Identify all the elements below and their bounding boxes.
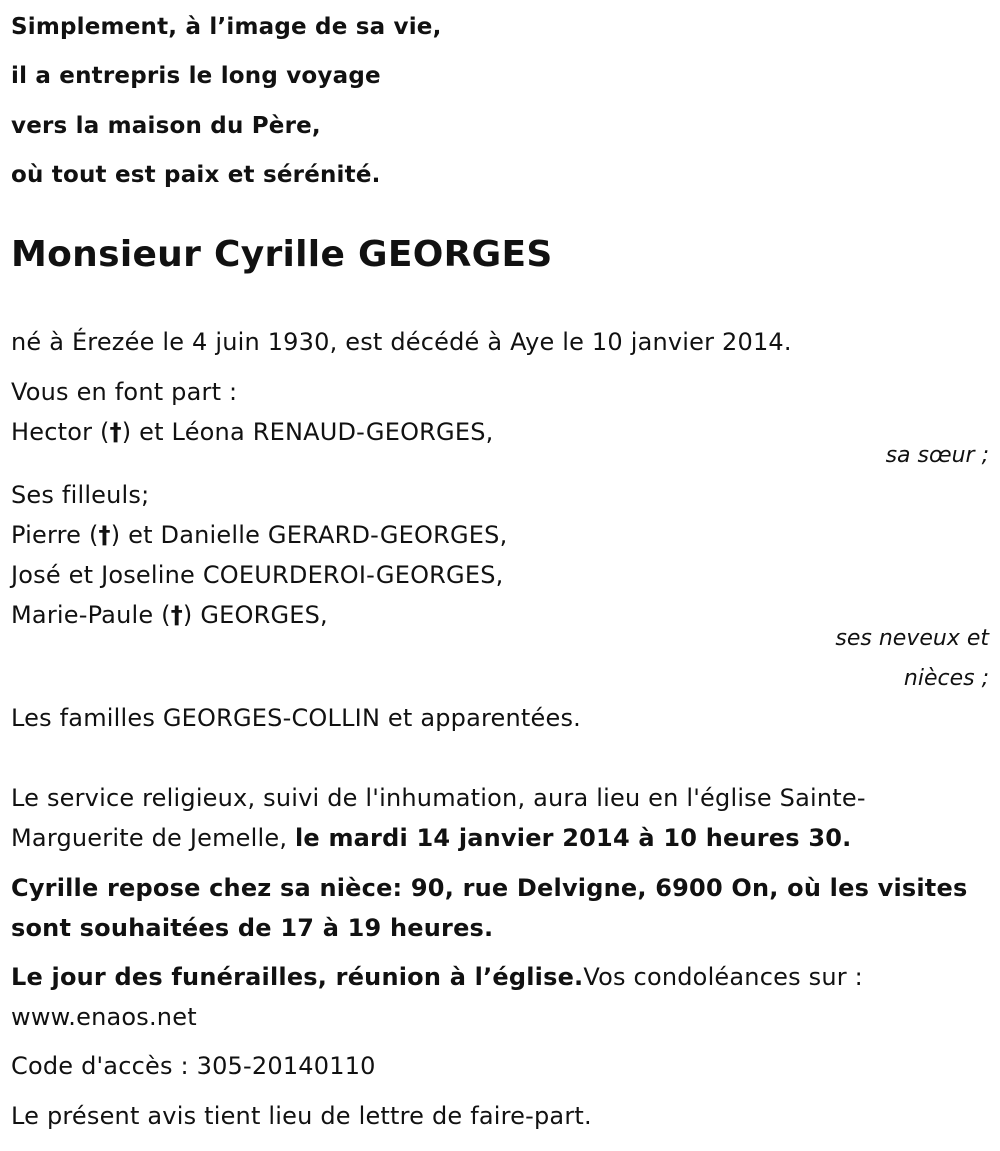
godchild-line-3 bbox=[11, 600, 328, 630]
cross-icon: † bbox=[109, 418, 122, 446]
funeral-meeting: Le jour des funérailles, réunion à l’église. bbox=[11, 963, 584, 991]
funeral-line bbox=[11, 962, 863, 992]
website-link[interactable]: www.enaos.net bbox=[11, 1003, 197, 1031]
godchild-line-2: José et Joseline COEURDEROI-GEORGES, bbox=[11, 561, 504, 589]
service-line-2 bbox=[11, 823, 851, 853]
birth-death-line: né à Érezée le 4 juin 1930, est décédé à Aye le 10 janvier 2014. bbox=[11, 328, 792, 356]
nephews-role-line-1: ses neveux et bbox=[835, 626, 989, 651]
godchild-1-suffix: ) et Danielle GERARD-GEORGES, bbox=[110, 521, 508, 549]
godchild-3-suffix: ) GEORGES, bbox=[182, 601, 328, 629]
sister-prefix: Hector ( bbox=[11, 418, 110, 446]
visit-line-1: Cyrille repose chez sa nièce: 90, rue Delvigne, 6900 On, où les visites bbox=[11, 874, 968, 902]
announcement-intro: Vous en font part : bbox=[11, 378, 238, 406]
sister-line bbox=[11, 417, 493, 447]
verse-line-4: où tout est paix et sérénité. bbox=[11, 162, 381, 188]
service-line-1: Le service religieux, suivi de l'inhumation, aura lieu en l'église Sainte- bbox=[11, 784, 866, 812]
service-place: Marguerite de Jemelle, bbox=[11, 824, 295, 852]
access-code: Code d'accès : 305-20140110 bbox=[11, 1052, 376, 1080]
verse-line-2: il a entrepris le long voyage bbox=[11, 63, 381, 89]
closing-line: Le présent avis tient lieu de lettre de faire-part. bbox=[11, 1102, 592, 1130]
condolences-text: Vos condoléances sur : bbox=[583, 963, 863, 991]
deceased-name: Monsieur Cyrille GEORGES bbox=[11, 234, 553, 275]
godchildren-heading: Ses filleuls; bbox=[11, 481, 150, 509]
sister-suffix: ) et Léona RENAUD-GEORGES, bbox=[121, 418, 494, 446]
verse-line-1: Simplement, à l’image de sa vie, bbox=[11, 14, 442, 40]
families-line: Les familles GEORGES-COLLIN et apparentées. bbox=[11, 704, 581, 732]
visit-line-2: sont souhaitées de 17 à 19 heures. bbox=[11, 914, 494, 942]
cross-icon: † bbox=[98, 521, 111, 549]
sister-role: sa sœur ; bbox=[885, 443, 989, 468]
cross-icon: † bbox=[170, 601, 183, 629]
verse-line-3: vers la maison du Père, bbox=[11, 113, 321, 139]
nephews-role-line-2: nièces ; bbox=[903, 666, 989, 691]
godchild-1-prefix: Pierre ( bbox=[11, 521, 99, 549]
godchild-line-1 bbox=[11, 520, 507, 550]
godchild-3-prefix: Marie-Paule ( bbox=[11, 601, 171, 629]
service-datetime: le mardi 14 janvier 2014 à 10 heures 30. bbox=[295, 824, 852, 852]
